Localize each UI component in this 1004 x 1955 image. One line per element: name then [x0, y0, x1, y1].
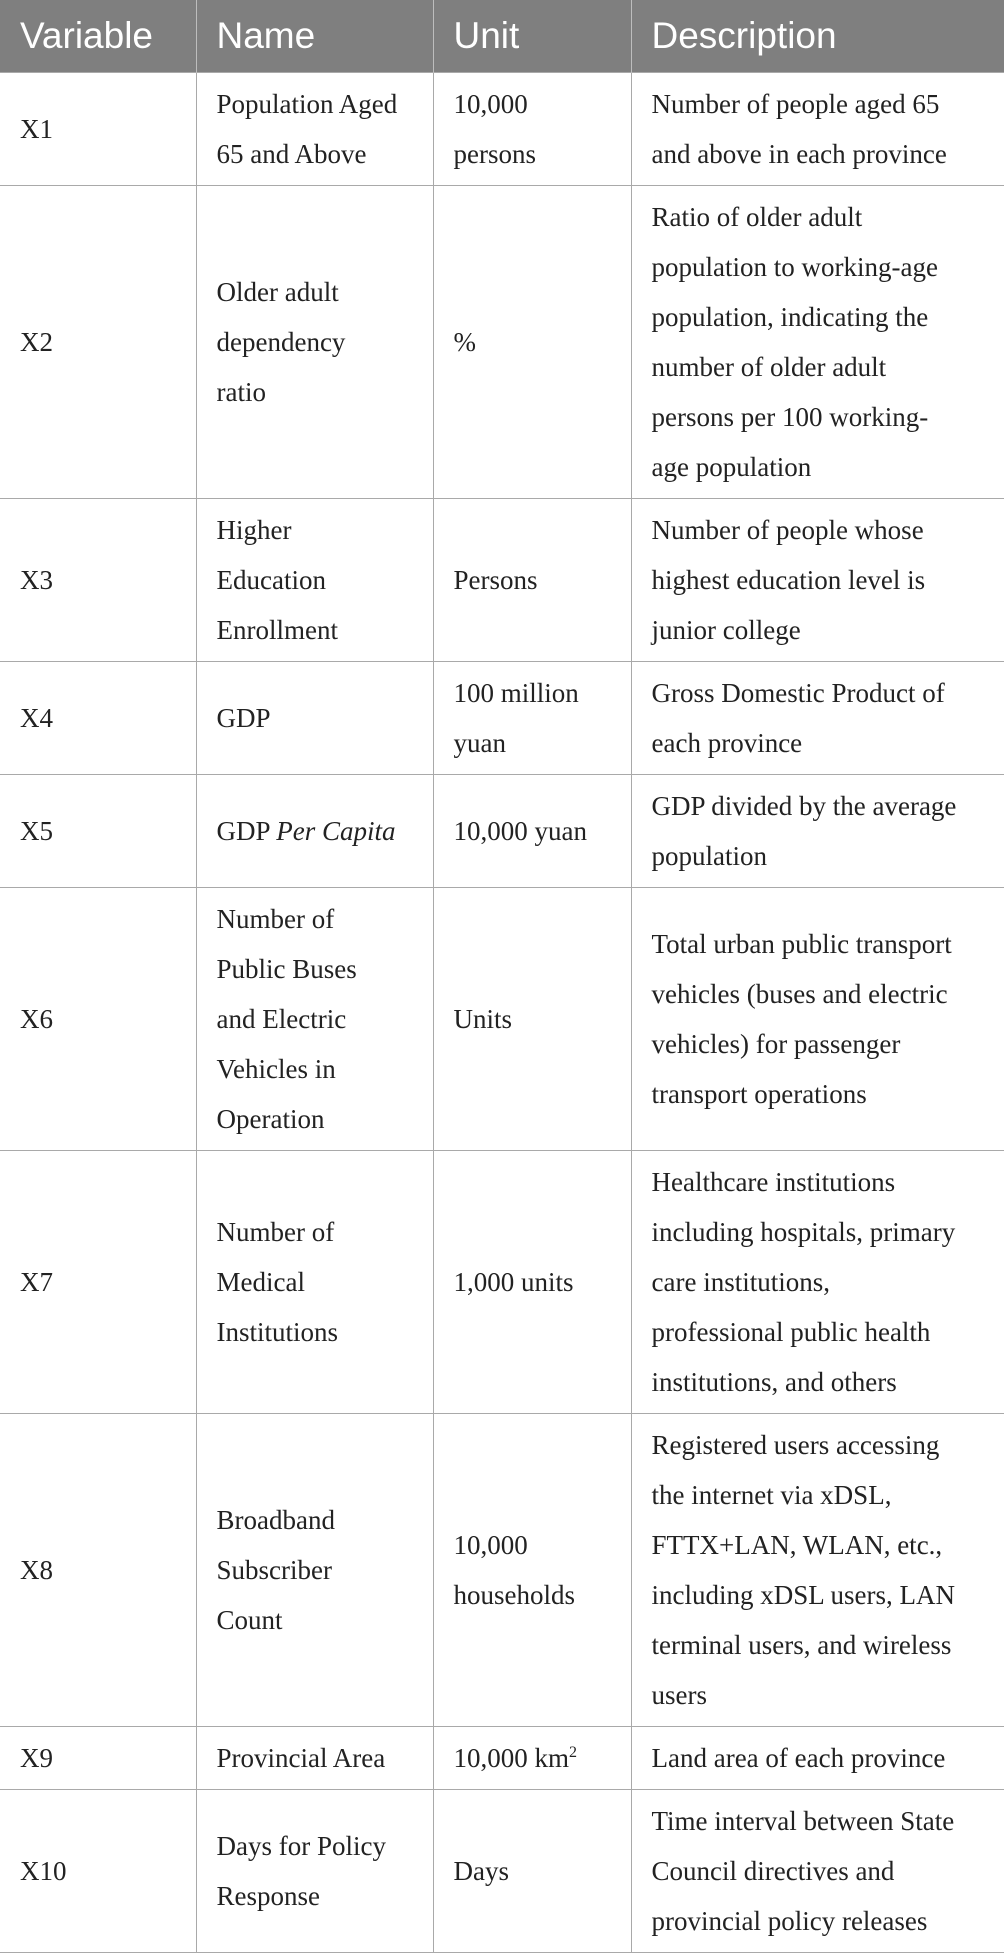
cell-name: Number of Medical Institutions — [196, 1151, 433, 1414]
header-unit: Unit — [433, 0, 631, 73]
cell-description: Registered users accessing the internet via xDSL, FTTX+LAN, WLAN, etc., including xDSL users, LAN terminal users, and wireless users — [631, 1414, 1004, 1727]
cell-description: Number of people whose highest education level is junior college — [631, 499, 1004, 662]
cell-variable: X8 — [0, 1414, 196, 1727]
cell-variable: X6 — [0, 888, 196, 1151]
cell-unit: Persons — [433, 499, 631, 662]
cell-description: Total urban public transport vehicles (buses and electric vehicles) for passenger transport operations — [631, 888, 1004, 1151]
cell-unit — [433, 1727, 631, 1790]
cell-description: Time interval between State Council directives and provincial policy releases — [631, 1790, 1004, 1953]
table-row — [0, 1151, 1004, 1414]
cell-unit: 10,000 households — [433, 1414, 631, 1727]
cell-name: Days for Policy Response — [196, 1790, 433, 1953]
cell-description: GDP divided by the average population — [631, 775, 1004, 888]
table-row — [0, 186, 1004, 499]
table-row — [0, 888, 1004, 1151]
cell-unit: 100 million yuan — [433, 662, 631, 775]
cell-unit: % — [433, 186, 631, 499]
cell-variable: X1 — [0, 73, 196, 186]
cell-variable: X5 — [0, 775, 196, 888]
table-row — [0, 775, 1004, 888]
table-header — [0, 0, 1004, 73]
header-row — [0, 0, 1004, 73]
cell-description: Ratio of older adult population to working-age population, indicating the number of older adult persons per 100 working- age population — [631, 186, 1004, 499]
cell-variable: X4 — [0, 662, 196, 775]
cell-name: GDP — [196, 662, 433, 775]
cell-description: Gross Domestic Product of each province — [631, 662, 1004, 775]
cell-variable: X7 — [0, 1151, 196, 1414]
table-row — [0, 73, 1004, 186]
cell-name — [196, 775, 433, 888]
cell-description: Number of people aged 65 and above in each province — [631, 73, 1004, 186]
cell-name-text: GDP — [216, 816, 277, 846]
cell-name: Broadband Subscriber Count — [196, 1414, 433, 1727]
header-variable: Variable — [0, 0, 196, 73]
table-row — [0, 499, 1004, 662]
cell-variable: X9 — [0, 1727, 196, 1790]
cell-variable: X10 — [0, 1790, 196, 1953]
cell-name: Older adult dependency ratio — [196, 186, 433, 499]
table-row — [0, 1790, 1004, 1953]
table-body — [0, 73, 1004, 1953]
cell-name-italic: Per Capita — [276, 816, 396, 846]
table-row — [0, 1414, 1004, 1727]
cell-unit: 10,000 persons — [433, 73, 631, 186]
cell-name: Population Aged 65 and Above — [196, 73, 433, 186]
superscript-2: 2 — [569, 1744, 578, 1761]
cell-name: Provincial Area — [196, 1727, 433, 1790]
cell-unit: 10,000 yuan — [433, 775, 631, 888]
cell-name: Higher Education Enrollment — [196, 499, 433, 662]
cell-unit-text: 10,000 km — [453, 1743, 570, 1773]
cell-variable: X2 — [0, 186, 196, 499]
cell-variable: X3 — [0, 499, 196, 662]
header-description: Description — [631, 0, 1004, 73]
cell-unit: Units — [433, 888, 631, 1151]
cell-unit: 1,000 units — [433, 1151, 631, 1414]
cell-description: Land area of each province — [631, 1727, 1004, 1790]
cell-name: Number of Public Buses and Electric Vehicles in Operation — [196, 888, 433, 1151]
cell-unit: Days — [433, 1790, 631, 1953]
table-row — [0, 662, 1004, 775]
cell-description: Healthcare institutions including hospitals, primary care institutions, professional public health institutions, and others — [631, 1151, 1004, 1414]
table-row — [0, 1727, 1004, 1790]
header-name: Name — [196, 0, 433, 73]
